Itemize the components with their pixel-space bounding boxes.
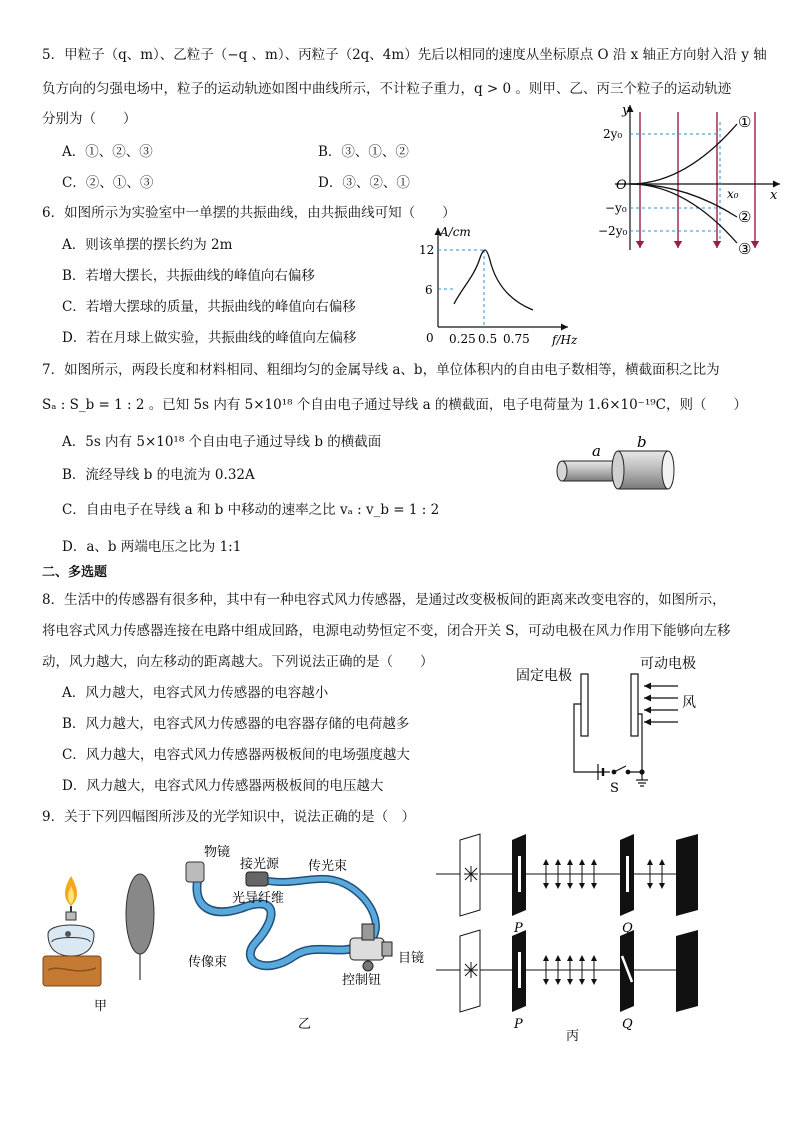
q6-tick-025: 0.25 <box>449 332 476 346</box>
q8-option-b: B．风力越大，电容式风力传感器的电容器存储的电荷越多 <box>62 716 410 732</box>
q6-option-b: B．若增大摆长，共振曲线的峰值向右偏移 <box>62 268 315 284</box>
q6-tick-05: 0.5 <box>478 332 498 346</box>
q6-tick-075: 0.75 <box>503 332 530 346</box>
q6-axis-y-label: A/cm <box>440 225 471 239</box>
q5-option-c: C．②、①、③ <box>62 175 154 191</box>
q9-label-eyepiece: 目镜 <box>398 951 425 966</box>
q8-option-d: D．风力越大，电容式风力传感器两极板间的电压越大 <box>62 778 384 794</box>
q5-origin: O <box>616 178 627 193</box>
q5-stem-line3: 分别为（ ） <box>42 111 137 127</box>
q5-option-a: A．①、②、③ <box>62 144 153 160</box>
q9-bing-label-p-bottom: P <box>514 1017 523 1032</box>
q6-origin: 0 <box>426 331 434 345</box>
q6-resonance-figure <box>418 222 588 352</box>
q8-movable-electrode-label: 可动电极 <box>640 656 696 672</box>
q7-option-c: C．自由电子在导线 a 和 b 中移动的速率之比 vₐ : v_b = 1 : 2 <box>62 502 440 518</box>
q5-axis-x: x <box>770 188 778 203</box>
q9-stem: 9．关于下列四幅图所涉及的光学知识中，说法正确的是（ ） <box>42 809 416 825</box>
q7-wire-figure <box>552 433 682 498</box>
q9-caption-bing: 丙 <box>566 1029 580 1044</box>
q9-caption-yi: 乙 <box>298 1017 312 1032</box>
q9-bing-label-q-bottom: Q <box>622 1017 633 1032</box>
q6-option-a: A．则该单摆的摆长约为 2m <box>62 237 233 253</box>
q7-option-b: B．流经导线 b 的电流为 0.32A <box>62 467 255 483</box>
q8-wind-label: 风 <box>682 695 696 711</box>
q5-curve-2-label: ② <box>738 208 752 226</box>
q9-label-light-source: 接光源 <box>240 857 280 872</box>
q5-axis-y: y <box>622 103 630 118</box>
q9-label-light-bundle: 传光束 <box>308 859 348 874</box>
q5-curve-3-label: ③ <box>738 240 752 258</box>
q6-option-d: D．若在月球上做实验，共振曲线的峰值向左偏移 <box>62 330 357 346</box>
q5-tick-neg-2y0: −2y₀ <box>598 224 628 238</box>
q8-fixed-electrode-label: 固定电极 <box>516 668 572 684</box>
q5-tick-2y0: 2y₀ <box>603 127 623 141</box>
q7-option-d: D．a、b 两端电压之比为 1:1 <box>62 539 242 555</box>
q9-figure-yi <box>182 838 442 1038</box>
q8-sensor-circuit-figure <box>510 652 710 794</box>
q7-stem-line1: 7．如图所示，两段长度和材料相同、粗细均匀的金属导线 a、b，单位体积内的自由电子数相等，横截面积之比为 <box>42 362 720 378</box>
q6-stem: 6．如图所示为实验室中一单摆的共振曲线，由共振曲线可知（ ） <box>42 205 456 221</box>
q5-stem-line1: 5．甲粒子（q、m）、乙粒子（−q 、m）、丙粒子（2q、4m）先后以相同的速度从坐标原点 O 沿 x 轴正方向射入沿 y 轴 <box>42 47 767 63</box>
q9-label-control-knob: 控制钮 <box>342 973 382 988</box>
q9-bing-label-p-top: P <box>514 921 523 936</box>
q5-option-b: B．③、①、② <box>318 144 409 160</box>
q6-axis-x-label: f/Hz <box>552 333 578 347</box>
q9-figure-jia <box>40 872 160 1022</box>
q9-bing-label-q-top: Q <box>622 921 633 936</box>
q6-option-c: C．若增大摆球的质量，共振曲线的峰值向右偏移 <box>62 299 356 315</box>
q5-option-d: D．③、②、① <box>318 175 410 191</box>
q5-tick-x0: x₀ <box>727 187 739 201</box>
q7-option-a: A．5s 内有 5×10¹⁸ 个自由电子通过导线 b 的横截面 <box>62 434 382 450</box>
q9-label-objective: 物镜 <box>204 845 231 860</box>
q5-trajectory-figure <box>600 100 790 260</box>
q8-stem-line2: 将电容式风力传感器连接在电路中组成回路，电源电动势恒定不变，闭合开关 S，可动电极在风力作用下能够向左移 <box>42 623 731 639</box>
q9-label-image-bundle: 传像束 <box>188 955 228 970</box>
q8-option-c: C．风力越大，电容式风力传感器两极板间的电场强度越大 <box>62 747 410 763</box>
q5-tick-neg-y0: −y₀ <box>605 201 627 215</box>
q9-figure-bing <box>436 832 706 1042</box>
q8-switch-label: S <box>610 781 619 796</box>
q8-stem-line1: 8．生活中的传感器有很多种，其中有一种电容式风力传感器，是通过改变极板间的距离来改变电容的，如图所示， <box>42 592 726 608</box>
q6-tick-6: 6 <box>425 283 433 297</box>
section-multiple-choice-title: 二、多选题 <box>42 565 108 580</box>
q8-stem-line3: 动，风力越大，向左移动的距离越大。下列说法正确的是（ ） <box>42 654 434 670</box>
q7-label-a: a <box>592 442 601 460</box>
q7-stem-line2: Sₐ : S_b = 1 : 2 。已知 5s 内有 5×10¹⁸ 个自由电子通过导线 a 的横截面，电子电荷量为 1.6×10⁻¹⁹C，则（ ） <box>42 397 747 413</box>
q8-option-a: A．风力越大，电容式风力传感器的电容越小 <box>62 685 329 701</box>
q9-caption-jia: 甲 <box>94 999 108 1014</box>
q7-label-b: b <box>637 433 647 451</box>
q5-stem-line2: 负方向的匀强电场中，粒子的运动轨迹如图中曲线所示，不计粒子重力，q > 0 。则甲、乙、丙三个粒子的运动轨迹 <box>42 81 732 97</box>
q9-label-fiber: 光导纤维 <box>232 891 285 906</box>
q5-curve-1-label: ① <box>738 113 752 131</box>
q6-tick-12: 12 <box>419 243 435 257</box>
